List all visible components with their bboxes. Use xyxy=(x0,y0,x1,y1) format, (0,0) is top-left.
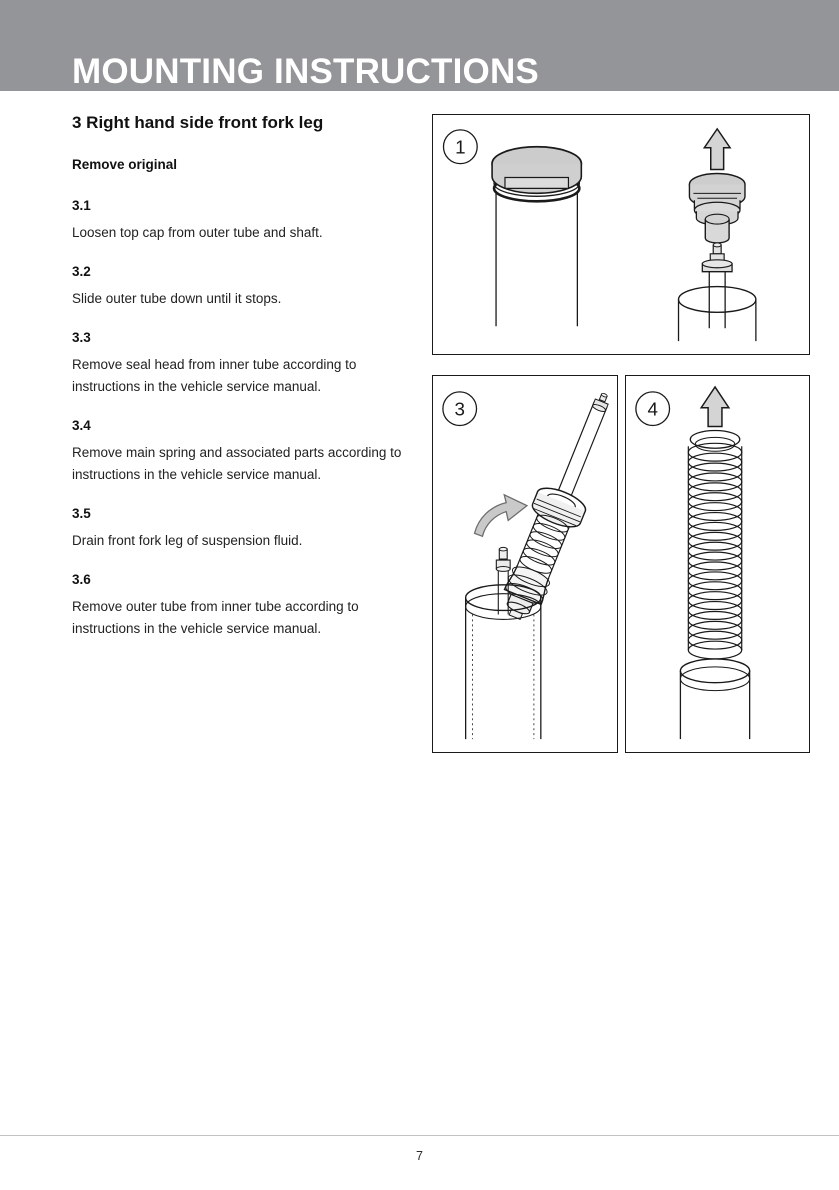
step-body: Remove outer tube from inner tube according to instructions in the vehicle service manual. xyxy=(72,599,359,636)
figure-panel-4 xyxy=(625,375,810,753)
page-title: MOUNTING INSTRUCTIONS xyxy=(72,52,539,91)
footer-divider xyxy=(0,1135,839,1136)
step-body: Remove main spring and associated parts according to instructions in the vehicle service manual. xyxy=(72,445,402,482)
panel-badge-label: 3 xyxy=(454,398,465,420)
curved-up-right-arrow-icon xyxy=(475,495,527,537)
step-number: 3.2 xyxy=(72,264,91,279)
step-3-2 xyxy=(72,262,417,310)
step-number: 3.5 xyxy=(72,506,91,521)
step-3-5 xyxy=(72,504,417,552)
subsection-heading: Remove original xyxy=(72,157,178,172)
panel-badge-label: 1 xyxy=(455,136,466,158)
figure-panel-1 xyxy=(432,114,810,355)
panel-badge-label: 4 xyxy=(647,398,658,420)
step-body: Remove seal head from inner tube according to instructions in the vehicle service manual. xyxy=(72,357,357,394)
step-number: 3.1 xyxy=(72,198,91,213)
page-header-band xyxy=(0,0,839,91)
removed-top-cap-illustration xyxy=(689,174,745,243)
step-number: 3.4 xyxy=(72,418,91,433)
section-heading: 3 Right hand side front fork leg xyxy=(72,113,324,132)
step-3-3 xyxy=(72,328,417,398)
instructions-column xyxy=(72,112,417,658)
step-body: Drain front fork leg of suspension fluid. xyxy=(72,533,303,548)
inner-tube-open-end-illustration xyxy=(680,659,749,739)
step-number: 3.6 xyxy=(72,572,91,587)
main-coil-spring-illustration xyxy=(688,430,741,659)
step-3-6 xyxy=(72,570,417,640)
figure-panel-3 xyxy=(432,375,618,753)
fork-tube-with-top-cap-illustration xyxy=(492,147,581,326)
up-arrow-icon xyxy=(704,129,730,170)
step-3-1 xyxy=(72,196,417,244)
damper-shaft-with-lock-nut-illustration xyxy=(679,243,756,341)
up-arrow-icon xyxy=(701,387,729,427)
step-body: Slide outer tube down until it stops. xyxy=(72,291,282,306)
page-number: 7 xyxy=(416,1149,423,1163)
step-body: Loosen top cap from outer tube and shaft. xyxy=(72,225,323,240)
step-number: 3.3 xyxy=(72,330,91,345)
step-3-4 xyxy=(72,416,417,486)
